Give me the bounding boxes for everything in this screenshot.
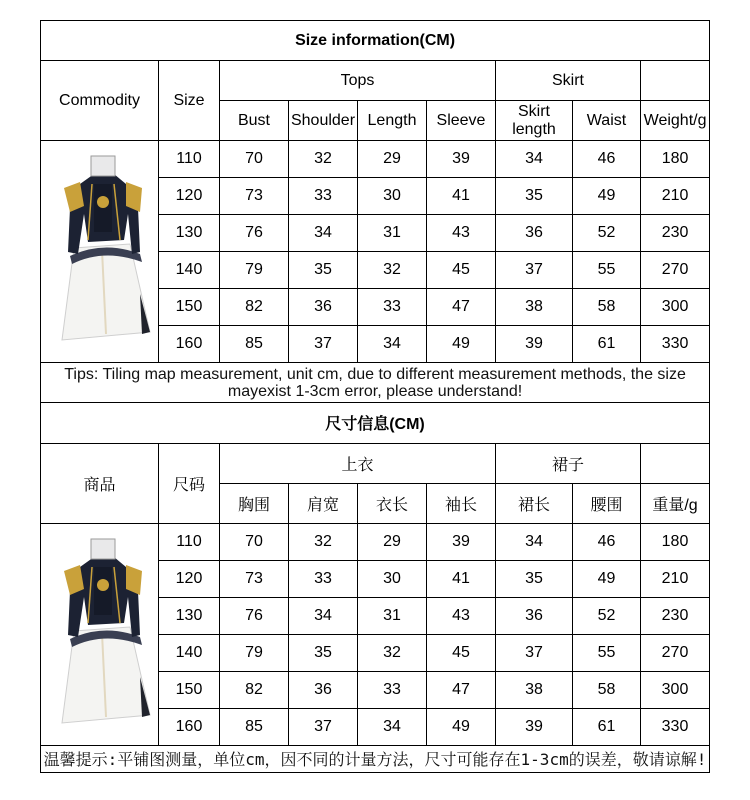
sub-header-bust: Bust [220, 101, 289, 141]
sub-header-shoulder: Shoulder [289, 101, 358, 141]
page-title: Size information(CM) [41, 21, 710, 61]
table-row: 110 70 32 29 39 34 46 180 [41, 141, 710, 178]
size-chart-chinese [40, 403, 709, 773]
group-skirt: Skirt [496, 61, 641, 101]
col-size-cn: 尺码 [159, 443, 220, 523]
table-row: 150 82 36 33 47 38 58 300 [41, 289, 710, 326]
sub-header-shoulder-cn: 肩宽 [289, 483, 358, 523]
table-row: 140 79 35 32 45 37 55 270 [41, 252, 710, 289]
col-size: Size [159, 61, 220, 141]
table-row: 120 73 33 30 41 35 49 210 [41, 560, 710, 597]
size-chart-english [40, 20, 709, 403]
tips-note-cn: 温馨提示:平铺图测量，单位cm，因不同的计量方法，尺寸可能存在1-3cm的误差，敬请谅解! [41, 745, 710, 772]
table-row: 130 76 34 31 43 36 52 230 [41, 215, 710, 252]
sub-header-length-cn: 衣长 [358, 483, 427, 523]
sub-header-sleeve: Sleeve [427, 101, 496, 141]
table-row: 110 70 32 29 39 34 46 180 [41, 523, 710, 560]
group-tops-cn: 上衣 [220, 443, 496, 483]
page-title-cn: 尺寸信息(CM) [41, 403, 710, 443]
sub-header-sleeve-cn: 袖长 [427, 483, 496, 523]
table-row: 150 82 36 33 47 38 58 300 [41, 671, 710, 708]
sub-header-bust-cn: 胸围 [220, 483, 289, 523]
product-image-cn [41, 523, 159, 745]
table-row: 120 73 33 30 41 35 49 210 [41, 178, 710, 215]
sub-header-weight-cn: 重量/g [641, 483, 710, 523]
empty-header-cn [641, 443, 710, 483]
sub-header-skirt-length: Skirt length [496, 101, 573, 141]
sub-header-waist-cn: 腰围 [573, 483, 641, 523]
tips-note: Tips: Tiling map measurement, unit cm, due to different measurement methods, the size mayexist 1-3cm error, please understand! [41, 363, 710, 403]
table-row: 160 85 37 34 49 39 61 330 [41, 326, 710, 363]
group-tops: Tops [220, 61, 496, 101]
col-commodity: Commodity [41, 61, 159, 141]
product-image [41, 141, 159, 363]
sub-header-length: Length [358, 101, 427, 141]
sub-header-weight: Weight/g [641, 101, 710, 141]
sub-header-waist: Waist [573, 101, 641, 141]
col-commodity-cn: 商品 [41, 443, 159, 523]
empty-header [641, 61, 710, 101]
table-row: 140 79 35 32 45 37 55 270 [41, 634, 710, 671]
table-row: 160 85 37 34 49 39 61 330 [41, 708, 710, 745]
table-row: 130 76 34 31 43 36 52 230 [41, 597, 710, 634]
dress-illustration [44, 144, 156, 359]
sub-header-skirt-length-cn: 裙长 [496, 483, 573, 523]
dress-illustration [44, 527, 156, 742]
group-skirt-cn: 裙子 [496, 443, 641, 483]
